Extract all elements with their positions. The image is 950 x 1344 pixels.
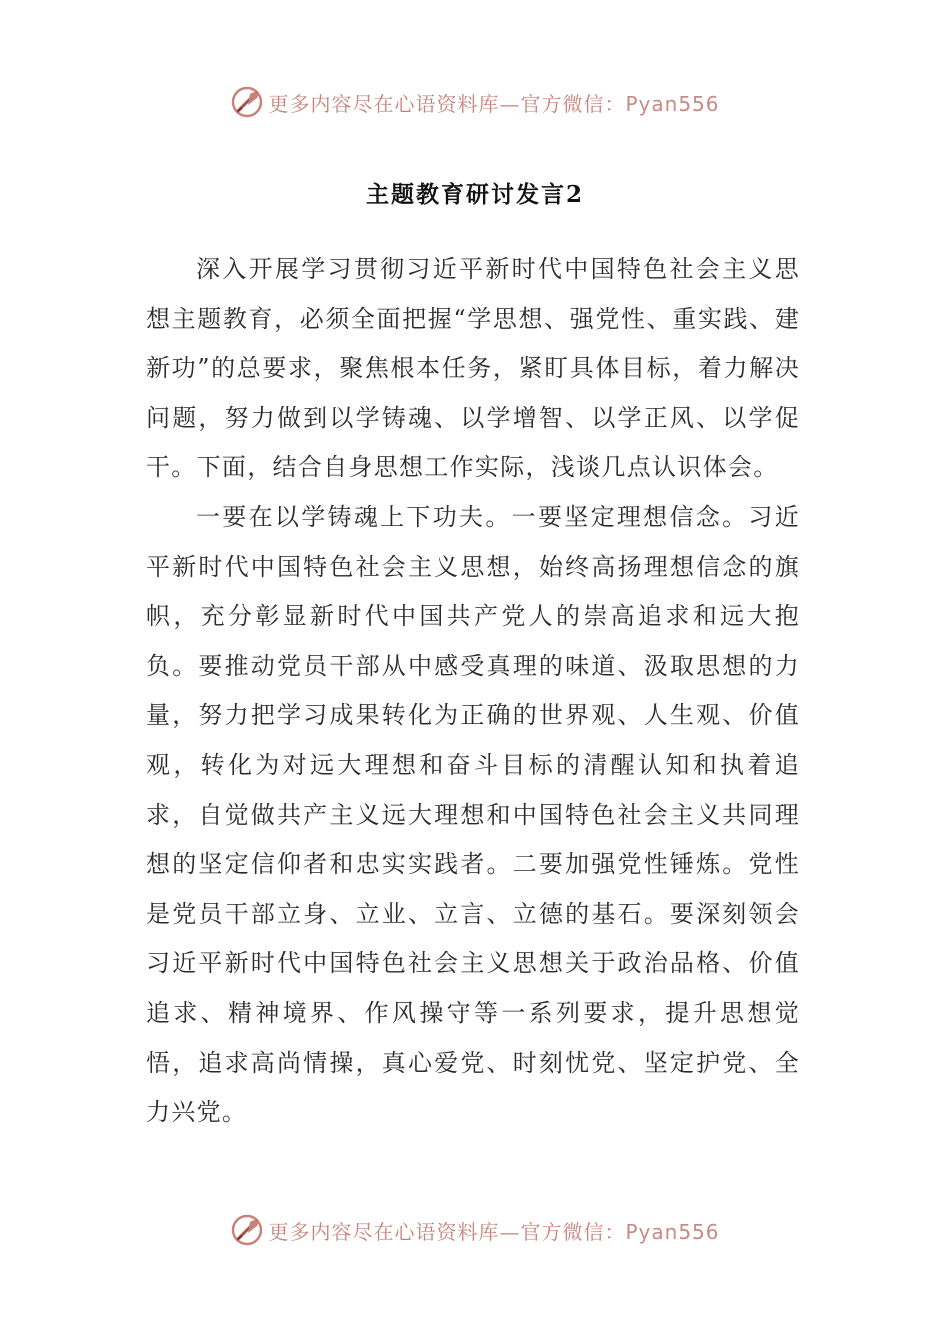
document-title: 主题教育研讨发言2 bbox=[365, 181, 584, 208]
watermark-separator: — bbox=[499, 1219, 521, 1244]
watermark-brand: 更多内容尽在心语资料库 bbox=[268, 91, 500, 116]
paragraph-intro: 深入开展学习贯彻习近平新时代中国特色社会主义思想主题教育，必须全面把握“学思想、强党性、重实践、建新功”的总要求，聚焦根本任务，紧盯具体目标，着力解决问题，努力做到以学铸魂、以学增智、以学正风、以学促干。下面，结合自身思想工作实际，浅谈几点认识体会。 bbox=[146, 255, 800, 482]
watermark-wechat-id: Pyan556 bbox=[625, 91, 720, 116]
watermark-wechat-label: 官方微信： bbox=[520, 91, 626, 116]
quill-seal-icon bbox=[230, 1213, 264, 1247]
watermark-text bbox=[268, 88, 719, 117]
watermark-separator: — bbox=[499, 91, 521, 116]
watermark-footer bbox=[0, 1210, 950, 1250]
watermark-wechat-id: Pyan556 bbox=[625, 1219, 720, 1244]
watermark-wechat-label: 官方微信： bbox=[520, 1219, 626, 1244]
watermark-header bbox=[0, 82, 950, 122]
watermark-text bbox=[268, 1216, 719, 1245]
document-body bbox=[146, 245, 800, 1138]
quill-seal-icon bbox=[230, 85, 264, 119]
watermark-brand: 更多内容尽在心语资料库 bbox=[268, 1219, 500, 1244]
paragraph-section-one: 一要在以学铸魂上下功夫。一要坚定理想信念。习近平新时代中国特色社会主义思想，始终高扬理想信念的旗帜，充分彰显新时代中国共产党人的崇高追求和远大抱负。要推动党员干部从中感受真理的味道、汲取思想的力量，努力把学习成果转化为正确的世界观、人生观、价值观，转化为对远大理想和奋斗目标的清醒认知和执着追求，自觉做共产主义远大理想和中国特色社会主义共同理想的坚定信仰者和忠实实践者。二要加强党性锤炼。党性是党员干部立身、立业、立言、立德的基石。要深刻领会习近平新时代中国特色社会主义思想关于政治品格、价值追求、精神境界、作风操守等一系列要求，提升思想觉悟，追求高尚情操，真心爱党、时刻忧党、坚定护党、全力兴党。 bbox=[146, 502, 800, 1127]
